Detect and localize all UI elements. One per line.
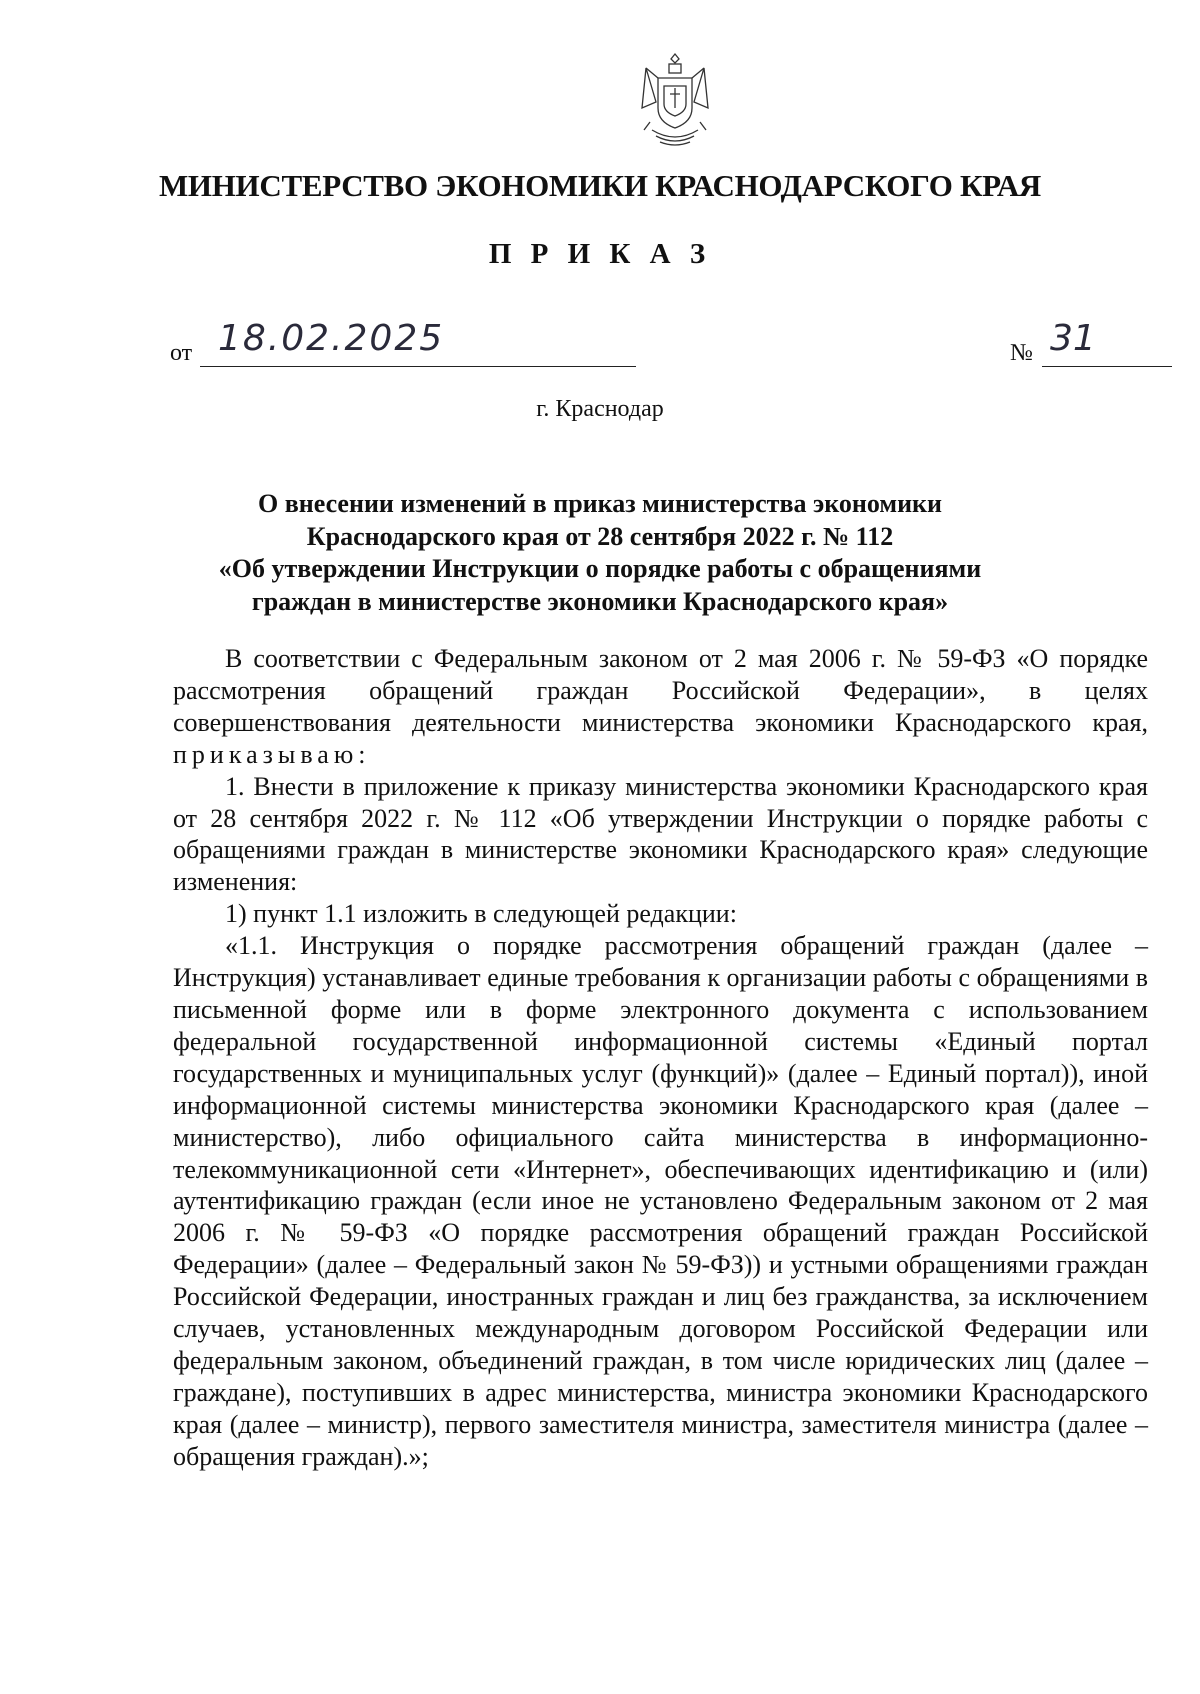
order-word: приказываю [173,739,359,769]
title-line: граждан в министерстве экономики Краснодарского края» [251,586,949,616]
city: г. Краснодар [536,396,664,422]
document-type: П Р И К А З [488,238,712,270]
number-underline [1042,366,1172,367]
ministry-name: МИНИСТЕРСТВО ЭКОНОМИКИ КРАСНОДАРСКОГО КРАЯ [158,168,1042,203]
handwritten-date: 18.02.2025 [218,318,445,359]
paragraph-subitem-1: 1) пункт 1.1 изложить в следующей редакции: [225,899,737,929]
preamble-end: : [358,739,366,769]
date-number-row [170,318,1170,368]
paragraph-new-wording: «1.1. Инструкция о порядке рассмотрения обращений граждан (далее – Инструкция) устанавливает единые требования к организации работы с обращениями в письменной форме или в форме электронного документа с использованием федеральной государственной информационной системы «Единый портал государственных и муниципальных услуг (функций)» (далее – Единый портал)), иной информационной системы министерства экономики Краснодарского края (далее – министерство), либо официального сайта министерства в информационно-телекоммуникационной сети «Интернет», обеспечивающих идентификацию и (или) аутентификацию граждан (если иное не установлено Федеральным законом от 2 мая 2006 г. № 59-ФЗ «О порядке рассмотрения обращений граждан Российской Федерации» (далее – Федеральный закон № 59-ФЗ)) и устными обращениями граждан Российской Федерации, иностранных граждан и лиц без гражданства, за исключением случаев, установленных международным договором Российской Федерации или федеральным законом, объединений граждан, в том числе юридических лиц (далее – граждане), поступивших в адрес министерства, министра экономики Краснодарского края (далее – министр), первого заместителя министра, заместителя министра (далее – обращения граждан).»; [173,931,1148,1471]
title-line: О внесении изменений в приказ министерства экономики [257,489,943,518]
preamble-text: В соответствии с Федеральным законом от 2 мая 2006 г. № 59-ФЗ «О порядке рассмотрения обращений граждан Российской Федерации», в целях совершенствования деятельности министерства экономики Краснодарского края, [173,644,1148,737]
date-underline [200,366,636,367]
coat-of-arms-icon [630,50,720,150]
paragraph-preamble [173,643,1148,771]
title-line: Краснодарского края от 28 сентября 2022 г. № 112 [306,521,894,551]
document-body [173,643,1148,1473]
handwritten-number: 31 [1050,318,1096,359]
paragraph-item-1: 1. Внести в приложение к приказу министерства экономики Краснодарского края от 28 сентября 2022 г. № 112 «Об утверждении Инструкции о порядке работы с обращениями граждан в министерстве экономики Краснодарского края» следующие изменения: [173,771,1148,897]
document-title [200,488,1000,618]
number-prefix: № [1010,340,1033,366]
title-line: «Об утверждении Инструкции о порядке работы с обращениями [218,554,982,583]
date-prefix: от [170,340,193,366]
